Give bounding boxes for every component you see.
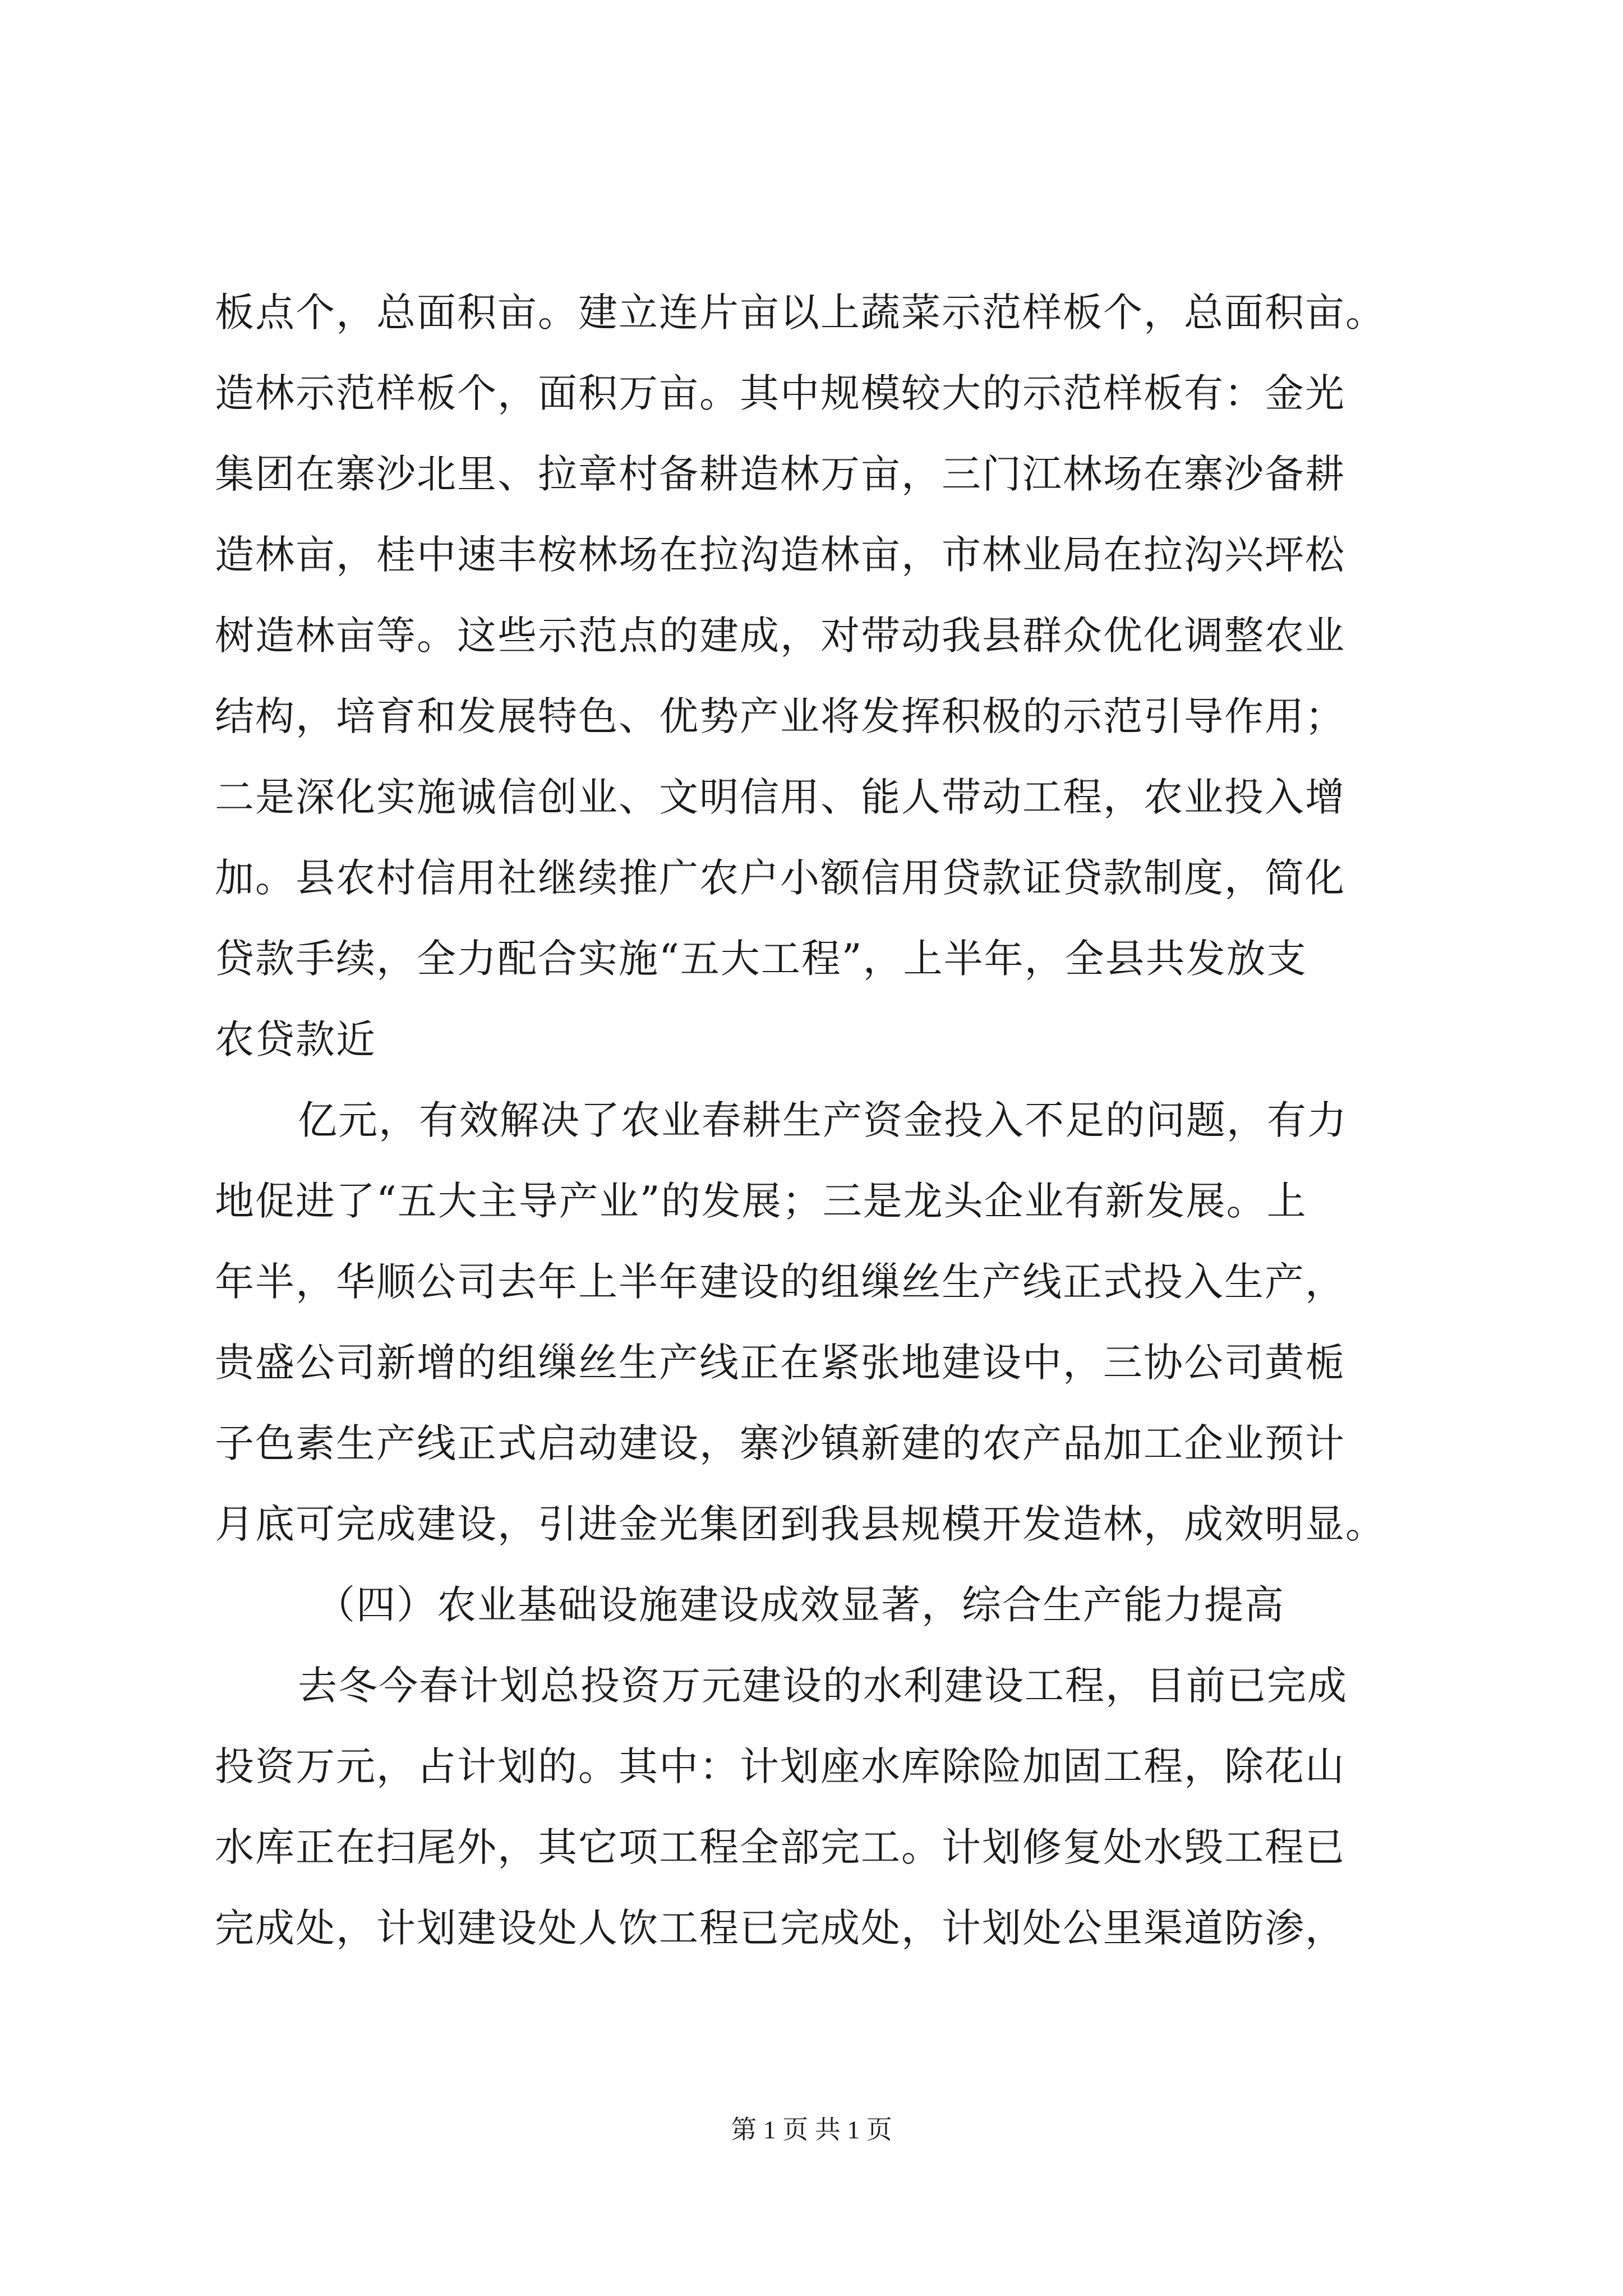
text-line: 加。县农村信用社继续推广农户小额信用贷款证贷款制度，简化 — [215, 855, 1345, 901]
document-body — [215, 272, 1415, 1968]
text-line: 投资万元，占计划的。其中：计划座水库除险加固工程，除花山 — [215, 1743, 1345, 1789]
text-line: 二是深化实施诚信创业、文明信用、能人带动工程，农业投入增 — [215, 774, 1345, 820]
text-line: 造林示范样板个，面积万亩。其中规模较大的示范样板有：金光 — [215, 370, 1345, 416]
text-line: 集团在寨沙北里、拉章村备耕造林万亩，三门江林场在寨沙备耕 — [215, 451, 1345, 497]
text-line: 结构，培育和发展特色、优势产业将发挥积极的示范引导作用； — [215, 693, 1345, 739]
text-line: 农贷款近 — [215, 1016, 376, 1062]
text-line: 月底可完成建设，引进金光集团到我县规模开发造林，成效明显。 — [215, 1501, 1386, 1547]
text-line: 完成处，计划建设处人饮工程已完成处，计划处公里渠道防渗， — [215, 1905, 1345, 1951]
text-line: 树造林亩等。这些示范点的建成，对带动我县群众优化调整农业 — [215, 613, 1345, 659]
text-line: 水库正在扫尾外，其它项工程全部完工。计划修复处水毁工程已 — [215, 1824, 1345, 1870]
text-line: 贵盛公司新增的组缫丝生产线正在紧张地建设中，三协公司黄栀 — [215, 1340, 1345, 1386]
page-footer: 第 1 页 共 1 页 — [731, 2115, 892, 2144]
text-line: 子色素生产线正式启动建设，寨沙镇新建的农产品加工企业预计 — [215, 1420, 1345, 1466]
text-line: 造林亩，桂中速丰桉林场在拉沟造林亩，市林业局在拉沟兴坪松 — [215, 532, 1345, 578]
text-line: 贷款手续，全力配合实施“五大工程”，上半年，全县共发放支 — [215, 936, 1307, 982]
paragraph-start-line: 亿元，有效解决了农业春耕生产资金投入不足的问题，有力 — [298, 1097, 1348, 1143]
text-line: 地促进了“五大主导产业”的发展；三是龙头企业有新发展。上 — [215, 1178, 1307, 1224]
paragraph-start-line: 去冬今春计划总投资万元建设的水利建设工程，目前已完成 — [298, 1663, 1348, 1709]
text-line: 年半，华顺公司去年上半年建设的组缫丝生产线正式投入生产， — [215, 1259, 1345, 1305]
text-line: 板点个，总面积亩。建立连片亩以上蔬菜示范样板个，总面积亩。 — [215, 289, 1386, 335]
section-heading: （四）农业基础设施建设成效显著，综合生产能力提高 — [316, 1582, 1285, 1628]
